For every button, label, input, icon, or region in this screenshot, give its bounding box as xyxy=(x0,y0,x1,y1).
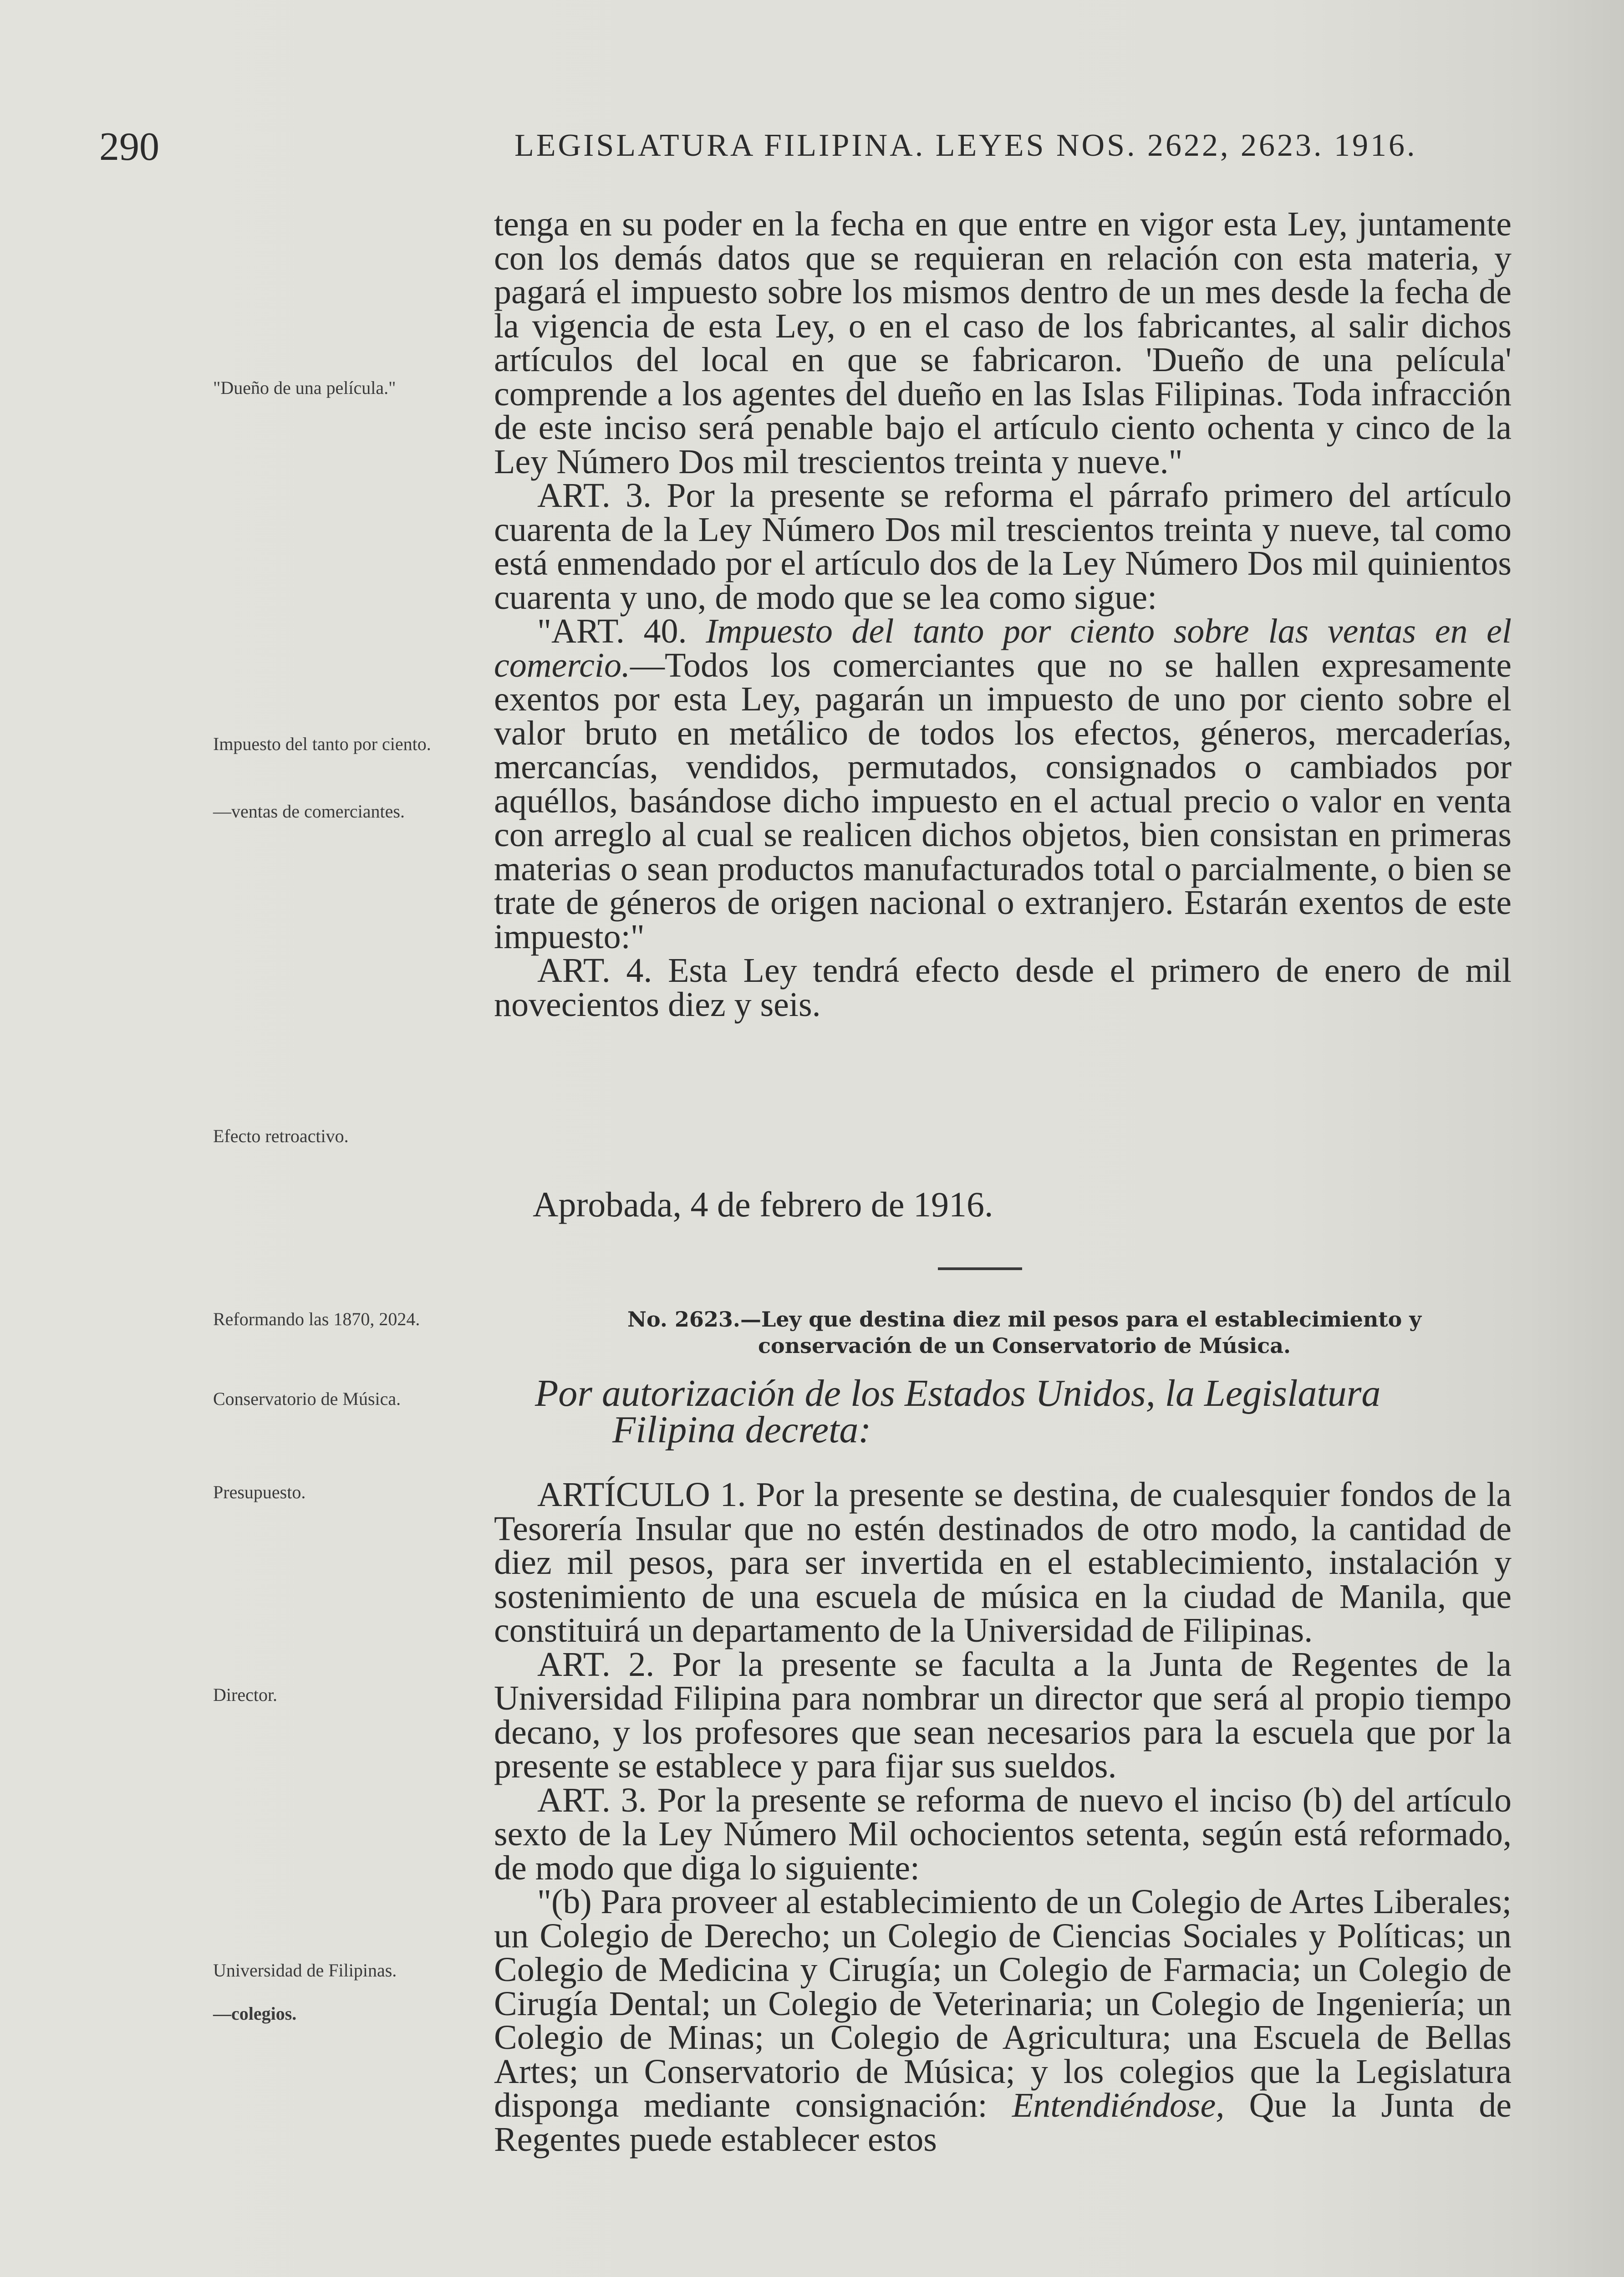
margin-note-efecto: Efecto retroactivo. xyxy=(213,1126,349,1146)
inciso-b-italic: Entendiéndose, xyxy=(1012,2086,1225,2124)
art4-text: Esta Ley tendrá efecto desde el primero de enero de mil novecientos diez y seis. xyxy=(494,951,1512,1024)
paragraph-art4 xyxy=(494,951,1512,1024)
margin-note-presupuesto: Presupuesto. xyxy=(213,1482,306,1502)
body-block-1 xyxy=(494,205,1512,1024)
margin-note-universidad: Universidad de Filipinas. xyxy=(213,1960,397,1981)
law-title-line-2: conservación de un Conservatorio de Música. xyxy=(758,1333,1291,1358)
law-title-line-1: No. 2623.—Ley que destina diez mil pesos para el establecimiento y xyxy=(627,1307,1422,1332)
margin-note-director: Director. xyxy=(213,1685,278,1705)
running-head: LEGISLATURA FILIPINA. LEYES NOS. 2622, 2623. 1916. xyxy=(514,128,1417,163)
page-number: 290 xyxy=(99,125,159,169)
paragraph-articulo1 xyxy=(494,1475,1512,1649)
art40-text: —Todos los comerciantes que no se hallen expresamente exentos por esta Ley, pagarán un impuesto de uno por ciento sobre el valor bruto en metálico de todos los efectos, géneros, mercaderías, mercancías, vendidos, permutados, consignados o cambiados por aquéllos, basándose dicho impuesto en el actual precio o valor en venta con arreglo al cual se realicen dichos objetos, bien consistan en primeras materias o sean productos manufacturados total o parcialmente, o bien se trate de géneros de origen nacional o extranjero. Estarán exentos de este impuesto:" xyxy=(494,646,1512,956)
margin-note-dueno: "Dueño de una película." xyxy=(213,378,396,398)
enacting-line-1: Por autorización de los Estados Unidos, la Legislatura xyxy=(535,1372,1381,1414)
paragraph-art3 xyxy=(494,476,1512,617)
articulo1-label: ARTÍCULO 1. xyxy=(537,1475,746,1514)
margin-note-reformando: Reformando las 1870, 2024. xyxy=(213,1309,420,1329)
enacting-line-2: Filipina decreta: xyxy=(612,1409,871,1451)
paragraph-inciso-b xyxy=(494,1883,1512,2159)
art40-label: "ART. 40. xyxy=(537,612,687,650)
margin-note-colegios: —colegios. xyxy=(213,2003,297,2024)
art4-label: ART. 4. xyxy=(537,951,652,990)
enacting-clause xyxy=(535,1372,1512,1451)
art2-label: ART. 2. xyxy=(537,1645,655,1684)
paragraph-continuation: tenga en su poder en la fecha en que entre en vigor esta Ley, juntamente con los demás datos que se requieran en relación con esta materia, y pagará el impuesto sobre los mismos dentro de un mes desde la fecha de la vigencia de esta Ley, o en el caso de los fabricantes, al salir dichos artículos del local en que se fabricaron. 'Dueño de una película' comprende a los agentes del dueño en las Islas Filipinas. Toda infracción de este inciso será penable bajo el artículo ciento ochenta y cinco de la Ley Número Dos mil trescientos treinta y nueve." xyxy=(494,205,1512,481)
margin-note-ventas: —ventas de comerciantes. xyxy=(213,801,405,822)
art40-title: Impuesto del tanto por ciento sobre las ventas en el comercio. xyxy=(494,612,1512,684)
inciso-b-text-1: "(b) Para proveer al establecimiento de un Colegio de Artes Liberales; un Colegio de Derecho; un Colegio de Ciencias Sociales y Políticas; un Colegio de Medicina y Cirugía; un Colegio de Farmacia; un Colegio de Cirugía Dental; un Colegio de Veterinaria; un Colegio de Ingeniería; un Colegio de Minas; un Colegio de Agricultura; una Escuela de Bellas Artes; un Conservatorio de Música; y los colegios que la Legislatura disponga mediante consignación: xyxy=(494,1883,1512,2124)
paragraph-art3b xyxy=(494,1783,1512,1885)
art3-text: Por la presente se reforma el párrafo primero del artículo cuarenta de la Ley Número Dos mil trescientos treinta y nueve, tal como está enmendado por el artículo dos de la Ley Número Dos mil quinientos cuarenta y uno, de modo que se lea como sigue: xyxy=(494,476,1512,617)
paragraph-art2 xyxy=(494,1645,1512,1785)
art3b-text: Por la presente se reforma de nuevo el inciso (b) del artículo sexto de la Ley Número Mil ochocientos setenta, según está reformado, de modo que diga lo siguiente: xyxy=(494,1781,1512,1887)
law-title xyxy=(537,1306,1512,1359)
art3-label: ART. 3. xyxy=(537,476,652,515)
inciso-b-text-2: Que la Junta de Regentes puede establecer estos xyxy=(494,2086,1512,2159)
paragraph-art40 xyxy=(494,614,1512,954)
articulo1-text: Por la presente se destina, de cualesquier fondos de la Tesorería Insular que no estén destinados de otro modo, la cantidad de diez mil pesos, para ser invertida en el establecimiento, instalación y sostenimiento de una escuela de música en la ciudad de Manila, que constituirá un departamento de la Universidad de Filipinas. xyxy=(494,1475,1512,1649)
margin-note-conservatorio: Conservatorio de Música. xyxy=(213,1389,401,1409)
margin-note-impuesto: Impuesto del tanto por ciento. xyxy=(213,734,431,754)
body-block-2 xyxy=(494,1475,1512,2159)
art2-text: Por la presente se faculta a la Junta de Regentes de la Universidad Filipina para nombrar un director que será al propio tiempo decano, y los profesores que sean necesarios para la escuela que por la presente se establece y para fijar sus sueldos. xyxy=(494,1645,1512,1785)
section-divider xyxy=(938,1267,1022,1270)
approval-date: Aprobada, 4 de febrero de 1916. xyxy=(533,1184,993,1224)
art3b-label: ART. 3. xyxy=(537,1781,647,1819)
